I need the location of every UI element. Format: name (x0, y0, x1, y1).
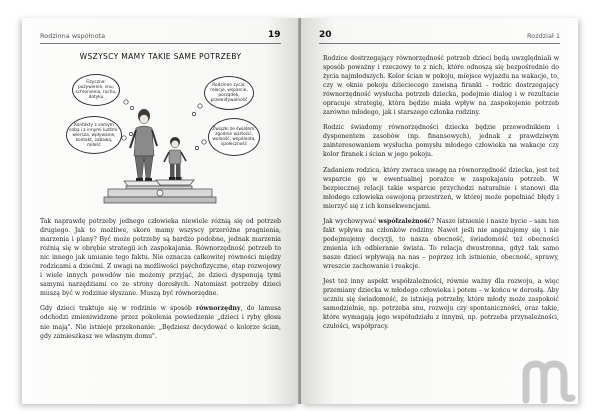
header-rule-right (319, 43, 560, 44)
paragraph: Zadaniem rodzica, który zwraca uwagę na równorzędność dziecka, jest też wsparcie go w ewentualnej porażce w zaspokajaniu potrzeb. W bezpiecznej relacji takie wsparcie przychodzi naturalnie i stanowi dla młodego człowieka oswojoną przestrzeń, w której może popełniać błędy i mierzyć się z ich konsekwencjami. (323, 166, 559, 210)
right-page (301, 18, 578, 404)
left-page (22, 18, 299, 404)
paragraph: Rodzice dostrzegający równorzędność potrzeb dzieci będą uwzględniali w sposób poważny i rzeczowy te z nich, które odnoszą się bezpośrednio do życia najmłodszych. Kolor ścian w pokoju, miejsce wyjazdu na wakacje, to, czy w oknie pokoju dzieciecego zawisną firanki – rodzic dostrzegający równorzędność wysłucha potrzeb dziecka, podejmie dialog i w rezultacie opracuje strategię, która będzie miała wpływ na zaspokojenie potrzeb zarówno młodego, jak i starszego członka rodziny. (323, 55, 559, 117)
adult-figure (130, 109, 157, 181)
page-number-left: 19 (268, 30, 281, 40)
publisher-logo-watermark (520, 352, 578, 404)
bubble-security: Rodzinne życia: relacje, wsparcie, porządek, przewidywalność (204, 76, 254, 110)
figure-title: WSZYSCY MAMY TAKIE SAME POTRZEBY (79, 52, 242, 61)
paragraph: Rodzic świadomy równorzędności dziecka będzie przewodnikiem i dysponentem zasobów (np. finansowych), jednak z prawdziwym zainteresowaniem wysłucha pomysłu młodego człowieka na wakacje czy kolor firanek i ścian w jego pokoju. (323, 124, 559, 159)
left-body-text (40, 217, 281, 347)
paragraph: Jest też inny aspekt współzależności, równie ważny dla rozwoju, a więc przemiany dziecka w młodego człowieka i potem – w końcu w dorosłą. Aby uczniu się świadomość, że istnieją potrzeby, które młody może zaspokoić samodzielnie, np. potrzeba snu, rozwoju czy spontaniczności, oraz takie, które wymagają jego współudziału z innymi, np. potrzeba przynależności, czułości, współpracy. (323, 278, 559, 331)
bubble-physical: Fizyczne: pożywienie, snu, schronienia, ruchu, dotyku (72, 74, 120, 106)
child-figure (164, 137, 186, 180)
page-number-right: 20 (319, 30, 332, 40)
balance-scale (104, 180, 216, 203)
running-head-right: Rozdział 1 (527, 32, 560, 40)
bubble-social: Kontakty z samym sobą i z innymi ludźmi: wiersza, wpływanie, kontakt, zabawą, miłość (66, 116, 122, 154)
paragraph: Jak wychowywać współzależność? Nasze istnienie i nasze bycie – sam ten fakt wpływa na członków rodziny. Nawet jeśli nie angażujemy się i nie podejmujemy decyzji, to nasza obecność, świadomość też obecności zmienia ich odbieranie świata. To relacja dwustronna, gdyż tak samo nasze dzieci wpływają na nas – poprzez ich istnienie, obecność, sprawy, wreszcie zachowanie i reakcje. (323, 217, 560, 270)
bubble-world: Związki ze światem: zgodnie wartości, wolność, wspólnota, społeczność (208, 118, 260, 156)
paragraph: Tak naprawdę potrzeby jednego człowieka niewiele różnią się od potrzeb drugiego. Jak to możliwe, skoro mamy wszyscy przeróżne pragnienia, marzenia i plany? Być może potrzeby są bardzo podobne, jednak marzenia różnią się w obrębie strategii ich zaspokajania. Równorzędność potrzeb to nic innego jak umianie tego faktu. Nie oznacza całkowitej równości między rodzicami a dziećmi. Z uwagi na możliwości psychofizyczne, etap rozwojowy i wiele innych powodów nie możemy przyjąć, że dzieci dysponują tymi samymi narzędziami co ze strony dorosłych. Natomiast potrzeby dzieci muszą być w rodzinie słyszane. Muszą być równorzędne. (40, 218, 281, 298)
right-body-text (323, 54, 559, 337)
running-head-left: Rodzinna współnota (40, 32, 106, 40)
book-spread (22, 18, 578, 408)
header-rule-left (40, 43, 281, 44)
needs-illustration (44, 64, 276, 212)
paragraph: Gdy dzieci traktuje się w rodzinie w sposób równorzędny, do lamusa odchodzi zmieniwidzone przez pokolenia powiedzenie „dzieci i ryby głosu nie mają". Nie istnieje przekonanie: „Będziesz decydować o kolorze ścian, gdy zamieszkasz we własnym domu". (40, 305, 281, 340)
